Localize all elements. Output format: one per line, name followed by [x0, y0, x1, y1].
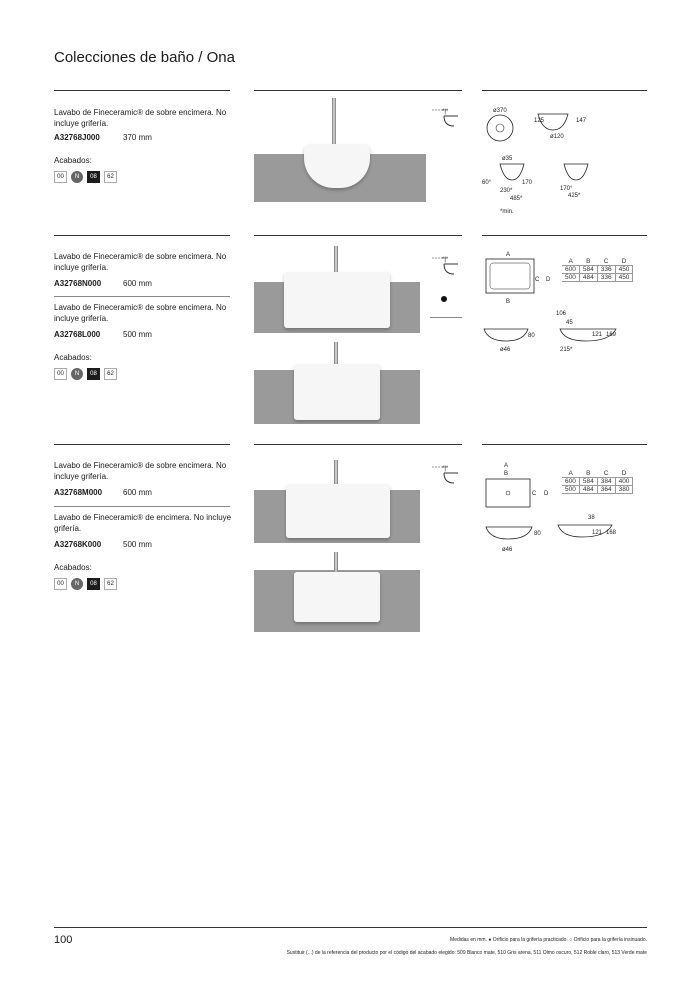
section-divider: [54, 90, 230, 91]
table-header: D: [621, 258, 627, 265]
dimension-label: ø35: [502, 156, 513, 162]
dimension-label: 38: [588, 515, 595, 521]
dimension-label: D: [544, 491, 549, 497]
dimension-label: B: [506, 299, 511, 305]
dimension-label: C: [532, 491, 537, 497]
table-cell: 484: [579, 274, 597, 282]
section-divider: [482, 444, 647, 445]
section-divider: [254, 90, 462, 91]
section-divider: [482, 235, 647, 236]
finish-swatch-white: 00: [54, 368, 67, 380]
dimension-label: 169: [606, 332, 617, 338]
product-size: 600 mm: [123, 488, 152, 497]
finish-swatches: [54, 171, 117, 183]
tap-hole-drilled-icon: [441, 296, 447, 302]
technical-drawing: [480, 100, 650, 220]
product-code: A32768M000: [54, 488, 103, 497]
svg-text:*|*: *|*: [442, 257, 449, 263]
table-header: B: [586, 470, 591, 477]
dimension-label: 121: [592, 530, 603, 536]
dimension-label: A: [504, 463, 509, 469]
table-cell: 450: [615, 274, 633, 282]
product-divider: [54, 296, 230, 297]
dimension-label: 170: [522, 180, 533, 186]
finish-swatch-light: 62: [104, 368, 117, 380]
product-size: 600 mm: [123, 279, 152, 288]
finishes-label: Acabados:: [54, 563, 92, 572]
table-cell: 584: [579, 266, 597, 274]
product-size: 500 mm: [123, 330, 152, 339]
footer-divider: [54, 927, 647, 928]
product-photo: [254, 96, 426, 202]
dimension-table: [562, 470, 633, 494]
product-photo: [254, 550, 420, 632]
product-size: 500 mm: [123, 540, 152, 549]
dimension-label: 125: [534, 118, 545, 124]
dimension-table: [562, 258, 633, 282]
table-cell: 336: [597, 274, 615, 282]
dimension-label: 230*: [500, 188, 513, 194]
countertop-mount-icon: [430, 252, 462, 284]
dimension-label: B: [504, 471, 509, 477]
table-cell: 484: [579, 486, 597, 494]
footer-legend: Medidas en mm. ● Orificio para la grifería practicado. ○ Orificio para la grifería insinuado.: [450, 937, 647, 943]
dimension-label: D: [546, 277, 551, 283]
section-divider: [54, 444, 230, 445]
section-divider: [482, 90, 647, 91]
table-cell: 500: [562, 274, 579, 282]
dimension-label: ø46: [502, 547, 513, 553]
product-photo: [254, 340, 420, 424]
table-header: C: [603, 258, 609, 265]
finish-swatch-black: 08: [87, 368, 100, 380]
dimension-label: 425*: [568, 193, 581, 199]
product-description: Lavabo de Fineceramic® de sobre encimera. No incluye grifería.: [54, 252, 227, 272]
dimension-label: C: [535, 277, 540, 283]
product-description: Lavabo de Fineceramic® de sobre encimera. No incluye grifería.: [54, 303, 227, 323]
finish-swatch-light: 62: [104, 578, 117, 590]
page-title: Colecciones de baño / Ona: [54, 49, 235, 66]
table-cell: 600: [562, 478, 579, 486]
table-cell: 384: [597, 478, 615, 486]
dimension-label: 60°: [482, 180, 492, 186]
dimension-label: ø46: [500, 347, 511, 353]
dimension-label: ø120: [550, 134, 564, 140]
table-cell: 584: [579, 478, 597, 486]
product-description: Lavabo de Fineceramic® de sobre encimera. No incluye grifería.: [54, 108, 227, 128]
dimension-label: 147: [576, 118, 587, 124]
table-cell: 380: [615, 486, 633, 494]
table-cell: 450: [615, 266, 633, 274]
dimension-label: 80: [534, 531, 541, 537]
countertop-mount-icon: [430, 461, 462, 493]
countertop-mount-icon: [430, 104, 462, 136]
icon-divider: [430, 317, 462, 318]
table-header: A: [568, 258, 573, 265]
dimension-label: 485*: [510, 196, 523, 202]
dimension-label: 106: [556, 311, 567, 317]
product-photo: [254, 240, 420, 333]
table-cell: 600: [562, 266, 579, 274]
finish-swatch-grey: N: [71, 368, 83, 380]
dimension-label: 45: [566, 320, 573, 326]
finish-swatches: [54, 578, 117, 590]
dimension-label: 80: [528, 333, 535, 339]
product-code: A32768N000: [54, 279, 102, 288]
product-photo: [254, 450, 420, 543]
table-cell: 364: [597, 486, 615, 494]
footnote-min: *min.: [500, 209, 514, 215]
section-divider: [254, 235, 462, 236]
product-description: Lavabo de Fineceramic® de encimera. No incluye grifería.: [54, 513, 232, 533]
table-header: D: [621, 470, 627, 477]
finish-swatches: [54, 368, 117, 380]
finish-swatch-black: 08: [87, 171, 100, 183]
product-divider: [54, 506, 230, 507]
table-header: C: [603, 470, 609, 477]
finishes-label: Acabados:: [54, 353, 92, 362]
section-divider: [54, 235, 230, 236]
finish-swatch-light: 62: [104, 171, 117, 183]
svg-text:*|*: *|*: [442, 109, 449, 115]
dimension-label: ø370: [493, 108, 507, 114]
table-header: A: [568, 470, 573, 477]
dimension-label: 215*: [560, 347, 573, 353]
dimension-label: A: [506, 252, 511, 258]
svg-text:*|*: *|*: [442, 466, 449, 472]
product-code: A32768L000: [54, 330, 101, 339]
footer-note: Sustituir (...) de la referencia del producto por el código del acabado elegido: 509 Blanco mate, 510 Gris arena, 511 Olmo oscuro, 512 Roble claro, 513 Verde mate: [286, 950, 647, 956]
section-divider: [254, 444, 462, 445]
product-code: A32768J000: [54, 133, 100, 142]
finishes-label: Acabados:: [54, 156, 92, 165]
finish-swatch-grey: N: [71, 171, 83, 183]
finish-swatch-white: 00: [54, 171, 67, 183]
finish-swatch-grey: N: [71, 578, 83, 590]
page-number: 100: [54, 934, 73, 946]
product-code: A32768K000: [54, 540, 102, 549]
dimension-label: 170°: [560, 186, 573, 192]
dimension-label: 121: [592, 332, 603, 338]
product-size: 370 mm: [123, 133, 152, 142]
table-header: B: [586, 258, 591, 265]
table-cell: 336: [597, 266, 615, 274]
table-cell: 400: [615, 478, 633, 486]
table-cell: 500: [562, 486, 579, 494]
dimension-label: 168: [606, 530, 617, 536]
finish-swatch-white: 00: [54, 578, 67, 590]
product-description: Lavabo de Fineceramic® de sobre encimera. No incluye grifería.: [54, 461, 227, 481]
finish-swatch-black: 08: [87, 578, 100, 590]
